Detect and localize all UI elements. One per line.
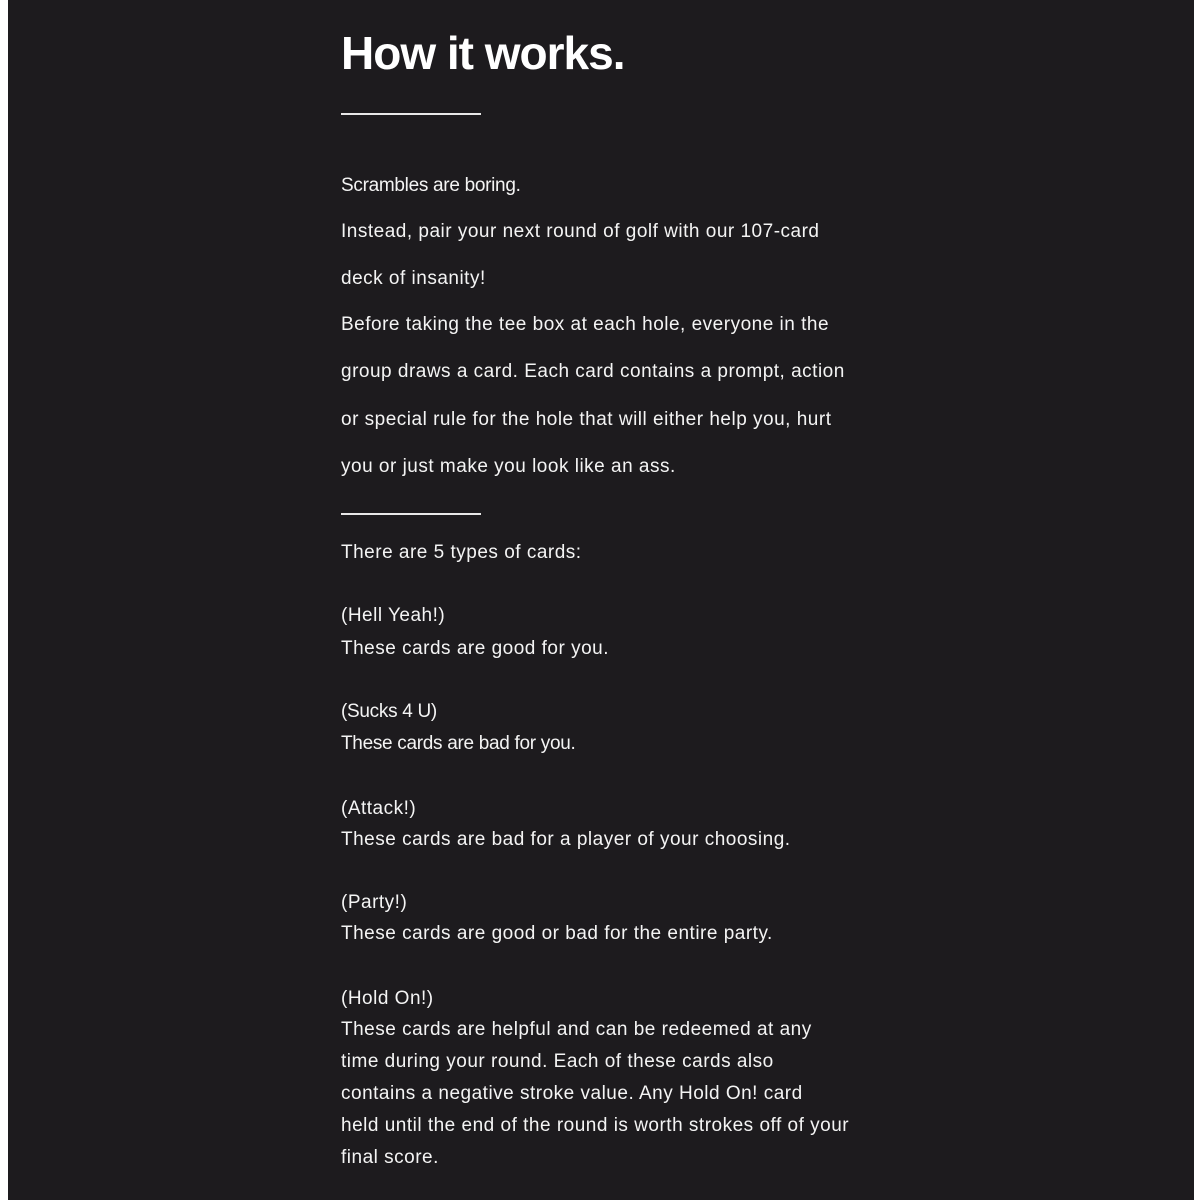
card-type-name-sucks-4-u: (Sucks 4 U) — [341, 701, 437, 722]
card-types-heading: There are 5 types of cards: — [341, 542, 582, 563]
divider-middle — [341, 513, 481, 515]
intro-line: group draws a card. Each card contains a prompt, action — [341, 361, 845, 382]
divider-top — [341, 113, 481, 115]
card-type-name-hold-on: (Hold On!) — [341, 988, 434, 1009]
intro-line: deck of insanity! — [341, 268, 486, 289]
intro-line: Scrambles are boring. — [341, 175, 521, 196]
card-type-description: time during your round. Each of these cards also — [341, 1051, 774, 1072]
card-type-description: final score. — [341, 1147, 439, 1168]
card-type-name-hell-yeah: (Hell Yeah!) — [341, 605, 446, 626]
card-type-description: contains a negative stroke value. Any Hold On! card — [341, 1083, 803, 1104]
card-type-name-attack: (Attack!) — [341, 798, 417, 819]
intro-line: or special rule for the hole that will either help you, hurt — [341, 409, 832, 430]
card-type-description: These cards are bad for a player of your choosing. — [341, 829, 791, 850]
page-title: How it works. — [341, 27, 625, 79]
card-type-description: held until the end of the round is worth strokes off of your — [341, 1115, 850, 1136]
intro-line: Before taking the tee box at each hole, everyone in the — [341, 314, 830, 335]
card-type-name-party: (Party!) — [341, 892, 408, 913]
intro-line: Instead, pair your next round of golf with our 107-card — [341, 221, 820, 242]
card-type-description: These cards are bad for you. — [341, 733, 576, 754]
card-type-description: These cards are good for you. — [341, 638, 609, 659]
card-type-description: These cards are helpful and can be redeemed at any — [341, 1019, 812, 1040]
content-panel — [8, 0, 1194, 1200]
intro-line: you or just make you look like an ass. — [341, 456, 676, 477]
card-type-description: These cards are good or bad for the entire party. — [341, 923, 773, 944]
